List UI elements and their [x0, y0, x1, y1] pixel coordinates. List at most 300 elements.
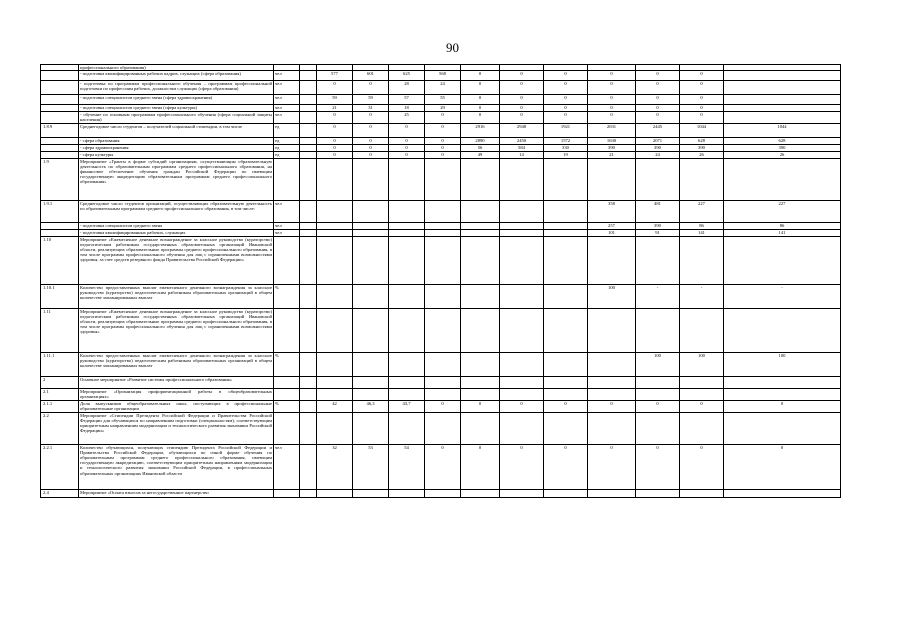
- value-cell: 390: [636, 144, 680, 151]
- value-cell: [353, 352, 389, 376]
- value-cell: [353, 200, 389, 222]
- value-cell: [353, 229, 389, 236]
- value-cell: 0: [425, 123, 461, 137]
- unit-cell: %: [274, 400, 300, 412]
- table-row: [41, 489, 841, 497]
- value-cell: 2445: [636, 123, 680, 137]
- value-cell: [544, 388, 588, 400]
- value-cell: [425, 412, 461, 444]
- value-cell: 141: [724, 229, 841, 236]
- unit-cell: чел: [274, 229, 300, 236]
- value-cell: [353, 308, 389, 352]
- value-cell: 0: [461, 71, 500, 81]
- row-number-cell: [41, 112, 79, 123]
- value-cell: [425, 229, 461, 236]
- value-cell: [724, 105, 841, 112]
- value-cell: [300, 95, 317, 105]
- value-cell: [300, 123, 317, 137]
- value-cell: 0: [389, 151, 425, 158]
- table-row: [41, 151, 841, 158]
- value-cell: [724, 388, 841, 400]
- value-cell: [425, 222, 461, 229]
- value-cell: [544, 200, 588, 222]
- value-cell: 100: [636, 352, 680, 376]
- row-number-cell: 1.10: [41, 236, 79, 284]
- value-cell: 42: [317, 400, 353, 412]
- value-cell: [317, 229, 353, 236]
- row-number-cell: [41, 81, 79, 95]
- value-cell: 0: [724, 400, 841, 412]
- value-cell: [636, 308, 680, 352]
- value-cell: 57: [389, 95, 425, 105]
- value-cell: 55: [425, 95, 461, 105]
- row-number-cell: 1.9: [41, 158, 79, 200]
- table-row: [41, 137, 841, 144]
- value-cell: 29: [425, 105, 461, 112]
- indicator-name-cell: - сфера образования: [79, 137, 274, 144]
- value-cell: [389, 412, 425, 444]
- value-cell: 2948: [500, 123, 544, 137]
- value-cell: 21: [588, 151, 636, 158]
- value-cell: 390: [724, 144, 841, 151]
- value-cell: 0: [636, 71, 680, 81]
- value-cell: [389, 308, 425, 352]
- row-number-cell: [41, 222, 79, 229]
- value-cell: 481: [636, 200, 680, 222]
- row-number-cell: 2.2: [41, 412, 79, 444]
- value-cell: [544, 308, 588, 352]
- value-cell: [680, 308, 724, 352]
- value-cell: [544, 284, 588, 308]
- value-cell: 0: [317, 137, 353, 144]
- indicator-name-cell: - подготовка квалифицированных рабочих, служащих: [79, 229, 274, 236]
- value-cell: 0: [544, 444, 588, 489]
- indicator-name-cell: - сфера культуры: [79, 151, 274, 158]
- value-cell: [300, 144, 317, 151]
- value-cell: [680, 158, 724, 200]
- value-cell: 0: [317, 151, 353, 158]
- unit-cell: чел: [274, 105, 300, 112]
- value-cell: 0: [425, 137, 461, 144]
- row-number-cell: 1.11: [41, 308, 79, 352]
- row-number-cell: [41, 137, 79, 144]
- value-cell: [500, 236, 544, 284]
- value-cell: 358: [588, 200, 636, 222]
- unit-cell: чел: [274, 444, 300, 489]
- indicator-name-cell: Количество предоставленных выплат ежемесячного денежного вознаграждения за классное руководство (кураторство) педагогическим работникам образовательных организаций в общем количестве запланированных выплат: [79, 284, 274, 308]
- value-cell: [724, 308, 841, 352]
- value-cell: [588, 388, 636, 400]
- value-cell: [588, 236, 636, 284]
- value-cell: 26: [724, 151, 841, 158]
- value-cell: [300, 489, 317, 497]
- value-cell: [317, 489, 353, 497]
- value-cell: 28: [389, 81, 425, 95]
- unit-cell: чел: [274, 71, 300, 81]
- value-cell: [724, 376, 841, 388]
- value-cell: [680, 489, 724, 497]
- value-cell: [353, 388, 389, 400]
- value-cell: [500, 388, 544, 400]
- value-cell: [300, 229, 317, 236]
- value-cell: 0: [636, 400, 680, 412]
- value-cell: [680, 412, 724, 444]
- value-cell: 0: [500, 400, 544, 412]
- value-cell: [353, 489, 389, 497]
- table-row: [41, 376, 841, 388]
- value-cell: [500, 412, 544, 444]
- value-cell: 53: [353, 444, 389, 489]
- table-row: [41, 444, 841, 489]
- value-cell: 0: [588, 81, 636, 95]
- row-number-cell: [41, 151, 79, 158]
- table-row: [41, 222, 841, 229]
- value-cell: 0: [317, 144, 353, 151]
- value-cell: [300, 376, 317, 388]
- value-cell: 49: [461, 151, 500, 158]
- unit-cell: чел: [274, 95, 300, 105]
- table-row: [41, 412, 841, 444]
- value-cell: [389, 352, 425, 376]
- value-cell: [636, 236, 680, 284]
- value-cell: [389, 236, 425, 284]
- value-cell: 101: [588, 229, 636, 236]
- value-cell: [500, 352, 544, 376]
- row-number-cell: 2.1.1: [41, 400, 79, 412]
- value-cell: 0: [636, 112, 680, 123]
- value-cell: 0: [389, 123, 425, 137]
- unit-cell: [274, 308, 300, 352]
- value-cell: [544, 158, 588, 200]
- value-cell: [724, 112, 841, 123]
- value-cell: 227: [724, 200, 841, 222]
- value-cell: 625: [389, 71, 425, 81]
- row-number-cell: 2.1: [41, 388, 79, 400]
- indicator-name-cell: - сфера здравоохранения: [79, 144, 274, 151]
- value-cell: 0: [500, 105, 544, 112]
- value-cell: [680, 236, 724, 284]
- value-cell: 628: [724, 137, 841, 144]
- value-cell: [317, 352, 353, 376]
- value-cell: 24: [636, 151, 680, 158]
- value-cell: 0: [425, 112, 461, 123]
- value-cell: [300, 81, 317, 95]
- value-cell: 21: [317, 105, 353, 112]
- value-cell: [461, 376, 500, 388]
- value-cell: [389, 489, 425, 497]
- value-cell: [425, 200, 461, 222]
- value-cell: 0: [636, 105, 680, 112]
- value-cell: 14: [500, 151, 544, 158]
- value-cell: [317, 388, 353, 400]
- indicator-name-cell: Мероприятие «Оплата взносов за негосударственное партнерство: [79, 489, 274, 497]
- value-cell: [425, 236, 461, 284]
- table-row: [41, 284, 841, 308]
- value-cell: [317, 284, 353, 308]
- value-cell: [500, 229, 544, 236]
- row-number-cell: [41, 229, 79, 236]
- value-cell: [317, 200, 353, 222]
- unit-cell: [274, 388, 300, 400]
- table-row: [41, 81, 841, 95]
- value-cell: 0: [317, 123, 353, 137]
- value-cell: [389, 229, 425, 236]
- unit-cell: ед: [274, 123, 300, 137]
- value-cell: [461, 412, 500, 444]
- row-number-cell: [41, 71, 79, 81]
- value-cell: [461, 236, 500, 284]
- unit-cell: [274, 236, 300, 284]
- value-cell: [636, 388, 680, 400]
- value-cell: 2916: [461, 123, 500, 137]
- unit-cell: [274, 412, 300, 444]
- value-cell: 0: [425, 400, 461, 412]
- value-cell: [317, 376, 353, 388]
- indicator-name-cell: Мероприятие «Ежемесячное денежное вознаграждение за классное руководство (кураторство) педагогическим работникам государственных образовательных организаций Ивановской области, реализующих образовательные программы среднего профессионального образования, в том числе программы профессионального обучения для лиц с ограниченными возможностями здоровья, за счет средств резервного фонда Правительства Российской Федерации»: [79, 236, 274, 284]
- table-row: [41, 123, 841, 137]
- unit-cell: чел: [274, 200, 300, 222]
- unit-cell: %: [274, 284, 300, 308]
- value-cell: 91: [636, 229, 680, 236]
- value-cell: 390: [636, 222, 680, 229]
- value-cell: [500, 222, 544, 229]
- value-cell: [588, 158, 636, 200]
- value-cell: [461, 158, 500, 200]
- value-cell: [425, 376, 461, 388]
- value-cell: [389, 388, 425, 400]
- value-cell: 330: [544, 144, 588, 151]
- value-cell: [461, 284, 500, 308]
- value-cell: 43,7: [389, 400, 425, 412]
- value-cell: [300, 105, 317, 112]
- value-cell: [461, 222, 500, 229]
- value-cell: [544, 222, 588, 229]
- value-cell: [300, 200, 317, 222]
- value-cell: [544, 236, 588, 284]
- value-cell: 628: [680, 137, 724, 144]
- value-cell: 0: [636, 444, 680, 489]
- value-cell: 0: [588, 112, 636, 123]
- value-cell: [317, 412, 353, 444]
- value-cell: [300, 444, 317, 489]
- value-cell: 0: [461, 81, 500, 95]
- value-cell: 0: [544, 112, 588, 123]
- value-cell: [544, 412, 588, 444]
- value-cell: 0: [636, 81, 680, 95]
- value-cell: [317, 158, 353, 200]
- row-number-cell: 1.11.1: [41, 352, 79, 376]
- row-number-cell: [41, 105, 79, 112]
- table-body: [41, 65, 841, 498]
- value-cell: [353, 376, 389, 388]
- value-cell: [300, 388, 317, 400]
- value-cell: [389, 200, 425, 222]
- indicator-name-cell: Мероприятие «Ежемесячное денежное вознаграждение за классное руководство (кураторство) педагогическим работникам государственных образовательных организаций Ивановской области, реализующих образовательные программы среднего профессионального образования, в том числе программы профессионального обучения для лиц с ограниченными возможностями здоровья»: [79, 308, 274, 352]
- value-cell: 1044: [680, 123, 724, 137]
- value-cell: 24: [425, 81, 461, 95]
- value-cell: 0: [588, 71, 636, 81]
- row-number-cell: [41, 144, 79, 151]
- table-row: [41, 308, 841, 352]
- page-number: 90: [446, 40, 459, 55]
- value-cell: [461, 489, 500, 497]
- indicator-name-cell: - обучение по основным программам профессионального обучения (сфера социальной защиты населения): [80, 112, 272, 123]
- value-cell: 0: [724, 444, 841, 489]
- value-cell: 0: [353, 112, 389, 123]
- value-cell: [724, 95, 841, 105]
- value-cell: 26: [680, 151, 724, 158]
- value-cell: [461, 352, 500, 376]
- value-cell: [544, 376, 588, 388]
- value-cell: 0: [461, 105, 500, 112]
- value-cell: [317, 308, 353, 352]
- value-cell: 0: [680, 95, 724, 105]
- value-cell: 390: [588, 144, 636, 151]
- value-cell: [300, 151, 317, 158]
- value-cell: [389, 284, 425, 308]
- value-cell: 1630: [588, 137, 636, 144]
- value-cell: 0: [353, 151, 389, 158]
- value-cell: 1044: [724, 123, 841, 137]
- value-cell: [636, 376, 680, 388]
- value-cell: [389, 158, 425, 200]
- indicator-name-cell: - подготовка квалифицированных рабочих кадров, служащих (сфера образования): [79, 71, 274, 81]
- value-cell: 1921: [544, 123, 588, 137]
- value-cell: [724, 71, 841, 81]
- value-cell: 0: [461, 95, 500, 105]
- value-cell: [425, 308, 461, 352]
- table-row: [41, 400, 841, 412]
- value-cell: 0: [680, 71, 724, 81]
- value-cell: 0: [389, 137, 425, 144]
- value-cell: 0: [353, 144, 389, 151]
- value-cell: 601: [353, 71, 389, 81]
- table-row: [41, 352, 841, 376]
- value-cell: [724, 236, 841, 284]
- value-cell: 0: [353, 81, 389, 95]
- row-number-cell: 1.9.1: [41, 200, 79, 222]
- value-cell: [425, 352, 461, 376]
- value-cell: 100: [680, 352, 724, 376]
- value-cell: [425, 158, 461, 200]
- value-cell: 100: [588, 284, 636, 308]
- value-cell: [389, 222, 425, 229]
- value-cell: [300, 71, 317, 81]
- value-cell: [300, 236, 317, 284]
- value-cell: [461, 229, 500, 236]
- value-cell: [724, 412, 841, 444]
- value-cell: 0: [588, 105, 636, 112]
- unit-cell: [274, 158, 300, 200]
- indicator-name-cell: Доля выпускников общеобразовательных школ, поступающих в профессиональные образовательные организации: [80, 400, 272, 411]
- unit-cell: %: [274, 352, 300, 376]
- value-cell: 0: [680, 400, 724, 412]
- unit-cell: [274, 376, 300, 388]
- value-cell: [588, 352, 636, 376]
- indicator-name-cell: Среднегодовое число студентов организаций, осуществляющих образовательную деятельность по образовательным программам среднего профессионального образования, в том числе:: [79, 200, 274, 222]
- indicator-name-cell: - подготовка специалистов среднего звена (сфера культуры): [79, 105, 274, 112]
- unit-cell: ед: [274, 151, 300, 158]
- table-row: [41, 200, 841, 222]
- indicator-name-cell: Мероприятие «Организация профориентационной работы в общеобразовательных организациях»: [80, 388, 272, 399]
- value-cell: 1572: [544, 137, 588, 144]
- table-row: [41, 71, 841, 81]
- value-cell: [724, 158, 841, 200]
- value-cell: 19: [544, 151, 588, 158]
- value-cell: [461, 388, 500, 400]
- value-cell: 0: [500, 95, 544, 105]
- value-cell: 100: [724, 352, 841, 376]
- value-cell: 0: [544, 71, 588, 81]
- value-cell: 0: [500, 71, 544, 81]
- value-cell: [724, 81, 841, 95]
- value-cell: 0: [425, 151, 461, 158]
- value-cell: 0: [500, 112, 544, 123]
- indicator-name-cell: Количество обучающихся, получающих стипендию Президента Российской Федерации и Правительства Российской Федерации, обучающихся по очной форме обучения по образовательным программам среднего профессионального образования, имеющим государственную аккредитацию, соответствующим приоритетным направлениям модернизации и технологического развития экономики Российской Федерации, в профессиональных образовательных организациях Ивановской области: [79, 444, 274, 489]
- value-cell: [500, 308, 544, 352]
- value-cell: 31: [353, 105, 389, 112]
- value-cell: [353, 158, 389, 200]
- value-cell: 0: [680, 105, 724, 112]
- value-cell: [300, 158, 317, 200]
- value-cell: 0: [588, 444, 636, 489]
- value-cell: 56: [461, 144, 500, 151]
- value-cell: [636, 489, 680, 497]
- value-cell: [300, 137, 317, 144]
- table-row: [41, 236, 841, 284]
- value-cell: 0: [500, 444, 544, 489]
- value-cell: 0: [317, 81, 353, 95]
- indicator-name-cell: Основное мероприятие «Развитие системы профессионального образования»: [79, 376, 274, 388]
- value-cell: 25: [389, 112, 425, 123]
- value-cell: [588, 489, 636, 497]
- value-cell: [317, 222, 353, 229]
- table-row: [41, 388, 841, 400]
- value-cell: 0: [680, 81, 724, 95]
- table-row: [41, 158, 841, 200]
- value-cell: [544, 352, 588, 376]
- row-number-cell: 1.8.9: [41, 123, 79, 137]
- table-row: [41, 229, 841, 236]
- value-cell: 0: [425, 444, 461, 489]
- value-cell: 46,3: [353, 400, 389, 412]
- indicator-name-cell: - подготовка специалистов среднего звена: [79, 222, 274, 229]
- row-number-cell: [41, 95, 79, 105]
- value-cell: [500, 284, 544, 308]
- value-cell: 0: [461, 112, 500, 123]
- indicator-name-cell: - подготовка по программам профессионального обучения – программам профессиональной подготовки по профессиям рабочих, должностям служащих (сфера образования): [79, 81, 274, 95]
- value-cell: [461, 308, 500, 352]
- value-cell: [300, 112, 317, 123]
- value-cell: [588, 376, 636, 388]
- indicator-name-cell: Мероприятие «Стипендии Президента Российской Федерации и Правительства Российской Федерации для обучающихся по направлениям подготовки (специальностям), соответствующим приоритетным направлениям модернизации и технологического развития экономики Российской Федерации»: [79, 412, 274, 444]
- value-cell: [680, 388, 724, 400]
- value-cell: 0: [680, 444, 724, 489]
- value-cell: 86: [724, 222, 841, 229]
- value-cell: -: [680, 284, 724, 308]
- value-cell: [300, 308, 317, 352]
- value-cell: 0: [353, 123, 389, 137]
- value-cell: 0: [425, 144, 461, 151]
- row-number-cell: 2: [41, 376, 79, 388]
- value-cell: [636, 412, 680, 444]
- value-cell: 0: [588, 95, 636, 105]
- value-cell: 2031: [588, 123, 636, 137]
- value-cell: 2890: [461, 137, 500, 144]
- value-cell: 0: [544, 95, 588, 105]
- unit-cell: [274, 489, 300, 497]
- value-cell: [317, 236, 353, 284]
